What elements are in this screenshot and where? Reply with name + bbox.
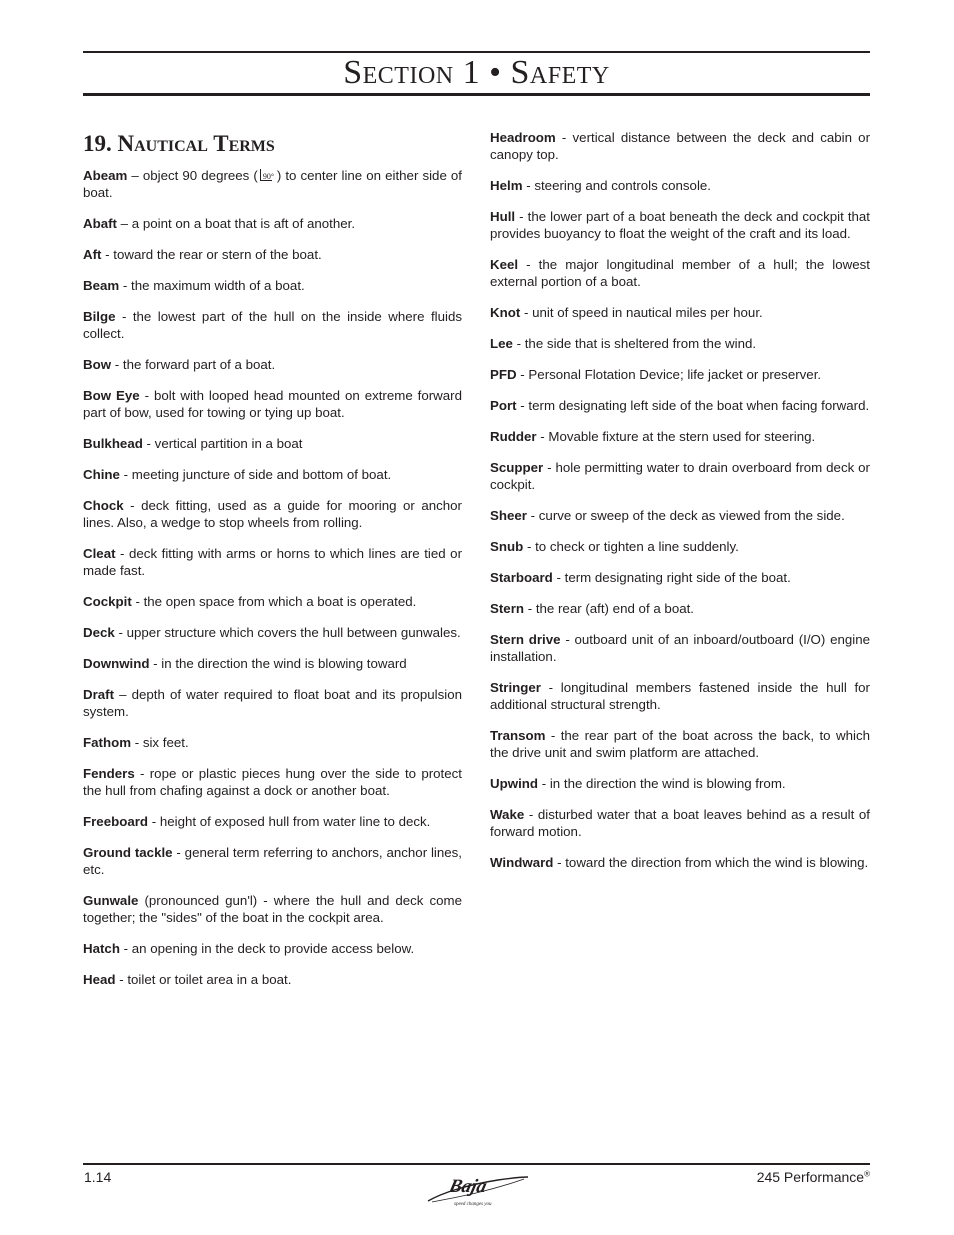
term-entry xyxy=(83,497,462,531)
term-name: Abeam xyxy=(83,168,128,183)
footer-rule xyxy=(83,1163,870,1165)
term-name: Helm xyxy=(490,178,523,193)
term-name: Bulkhead xyxy=(83,436,143,451)
term-definition: - deck fitting, used as a guide for mooring or anchor lines. Also, a wedge to stop wheels from rolling. xyxy=(83,498,462,530)
model-text: 245 Performance xyxy=(756,1169,865,1185)
term-name: Knot xyxy=(490,305,521,320)
term-name: Headroom xyxy=(490,130,556,145)
term-definition: - in the direction the wind is blowing toward xyxy=(149,656,407,671)
header-top-rule xyxy=(83,51,870,53)
term-definition: ) to center line on either side of boat. xyxy=(83,168,462,200)
term-definition: - six feet. xyxy=(131,735,189,750)
term-definition: - deck fitting with arms or horns to which lines are tied or made fast. xyxy=(83,546,462,578)
term-definition: - the open space from which a boat is operated. xyxy=(131,594,417,609)
term-name: Port xyxy=(490,398,517,413)
term-entry xyxy=(490,806,870,840)
term-entry xyxy=(83,844,462,878)
term-name: Starboard xyxy=(490,570,553,585)
term-definition: - the lowest part of the hull on the inside where fluids collect. xyxy=(83,309,462,341)
term-entry xyxy=(490,304,870,321)
term-entry xyxy=(490,208,870,242)
term-entry xyxy=(83,387,462,421)
term-entry xyxy=(83,356,462,373)
term-name: Beam xyxy=(83,278,120,293)
term-name: Chock xyxy=(83,498,124,513)
term-name: PFD xyxy=(490,367,517,382)
term-entry xyxy=(490,775,870,792)
term-entry xyxy=(83,593,462,610)
term-entry xyxy=(490,177,870,194)
term-entry xyxy=(83,167,462,201)
term-entry xyxy=(490,600,870,617)
term-definition: - disturbed water that a boat leaves behind as a result of forward motion. xyxy=(490,807,870,839)
term-name: Head xyxy=(83,972,116,987)
term-definition: - rope or plastic pieces hung over the side to protect the hull from chafing against a dock or another boat. xyxy=(83,766,462,798)
term-definition: - the lower part of a boat beneath the deck and cockpit that provides buoyancy to float the weight of the craft and its load. xyxy=(490,209,870,241)
term-entry xyxy=(490,459,870,493)
term-entry xyxy=(490,569,870,586)
term-definition: - the maximum width of a boat. xyxy=(119,278,305,293)
trademark-symbol: ® xyxy=(864,1169,870,1179)
term-definition-part: – object 90 degrees ( xyxy=(127,168,258,183)
term-entry xyxy=(83,545,462,579)
term-definition: - unit of speed in nautical miles per hour. xyxy=(520,305,763,320)
term-definition: - to check or tighten a line suddenly. xyxy=(523,539,739,554)
term-name: Hull xyxy=(490,209,516,224)
term-entry xyxy=(490,727,870,761)
term-name: Abaft xyxy=(83,216,117,231)
term-name: Bilge xyxy=(83,309,116,324)
term-entry xyxy=(490,538,870,555)
term-definition: – a point on a boat that is aft of another. xyxy=(116,216,356,231)
term-definition: (pronounced gun'l) - where the hull and deck come together; the "sides" of the boat in the cockpit area. xyxy=(83,893,462,925)
logo-tagline: speed changes you xyxy=(454,1202,492,1207)
term-definition: - upper structure which covers the hull between gunwales. xyxy=(114,625,461,640)
term-definition: - general term referring to anchors, anchor lines, etc. xyxy=(83,845,463,877)
baja-logo xyxy=(424,1168,532,1208)
term-definition: - an opening in the deck to provide access below. xyxy=(119,941,415,956)
term-definition: - term designating left side of the boat when facing forward. xyxy=(516,398,870,413)
term-entry xyxy=(83,971,462,988)
term-entry xyxy=(83,686,462,720)
term-definition: - curve or sweep of the deck as viewed from the side. xyxy=(526,508,845,523)
term-name: Chine xyxy=(83,467,120,482)
term-definition: - term designating right side of the boat. xyxy=(552,570,791,585)
term-definition: - the rear part of the boat across the back, to which the drive unit and swim platform are attached. xyxy=(490,728,870,760)
term-entry xyxy=(83,215,462,232)
term-name: Lee xyxy=(490,336,513,351)
term-name: Downwind xyxy=(83,656,150,671)
term-definition: - vertical distance between the deck and cabin or canopy top. xyxy=(490,130,870,162)
term-entry xyxy=(83,435,462,452)
term-entry xyxy=(490,679,870,713)
term-entry xyxy=(83,813,462,830)
term-definition: - Movable fixture at the stern used for steering. xyxy=(536,429,816,444)
term-definition: - the forward part of a boat. xyxy=(111,357,276,372)
term-entry xyxy=(490,366,870,383)
term-definition: - outboard unit of an inboard/outboard (I/O) engine installation. xyxy=(490,632,870,664)
term-definition: - the major longitudinal member of a hull; the lowest external portion of a boat. xyxy=(490,257,870,289)
term-name: Hatch xyxy=(83,941,120,956)
model-name xyxy=(757,1169,870,1185)
term-entry xyxy=(83,655,462,672)
terms-list-right xyxy=(490,129,870,871)
term-definition: - toilet or toilet area in a boat. xyxy=(115,972,292,987)
term-entry xyxy=(83,940,462,957)
term-definition: - Personal Flotation Device; life jacket or preserver. xyxy=(516,367,822,382)
section-heading: 19. Nautical Terms xyxy=(83,131,275,156)
term-name: Fenders xyxy=(83,766,135,781)
term-definition: - vertical partition in a boat xyxy=(142,436,303,451)
term-definition: - height of exposed hull from water line to deck. xyxy=(148,814,431,829)
term-name: Bow Eye xyxy=(83,388,140,403)
terms-column-left xyxy=(83,129,462,1002)
term-entry xyxy=(490,335,870,352)
term-entry xyxy=(490,428,870,445)
term-name: Keel xyxy=(490,257,519,272)
term-name: Aft xyxy=(83,247,102,262)
term-name: Bow xyxy=(83,357,112,372)
term-name: Stern drive xyxy=(490,632,561,647)
term-definition: - bolt with looped head mounted on extreme forward part of bow, used for towing or tying up boat. xyxy=(83,388,463,420)
term-entry xyxy=(83,466,462,483)
term-name: Gunwale xyxy=(83,893,139,908)
term-name: Stern xyxy=(490,601,524,616)
term-definition: - the side that is sheltered from the wind. xyxy=(512,336,757,351)
term-definition: – depth of water required to float boat and its propulsion system. xyxy=(83,687,462,719)
term-name: Fathom xyxy=(83,735,132,750)
term-definition: - steering and controls console. xyxy=(522,178,711,193)
term-definition: - longitudinal members fastened inside the hull for additional structural strength. xyxy=(490,680,870,712)
term-name: Upwind xyxy=(490,776,539,791)
term-name: Stringer xyxy=(490,680,541,695)
right-angle-icon xyxy=(259,169,276,182)
term-entry xyxy=(490,507,870,524)
terms-list-left xyxy=(83,167,462,988)
term-name: Draft xyxy=(83,687,115,702)
term-name: Sheer xyxy=(490,508,527,523)
term-definition: - the rear (aft) end of a boat. xyxy=(524,601,694,616)
term-name: Rudder xyxy=(490,429,537,444)
term-entry xyxy=(490,854,870,871)
term-entry xyxy=(83,734,462,751)
terms-column-right xyxy=(490,129,870,885)
term-name: Cleat xyxy=(83,546,116,561)
header-bottom-rule xyxy=(83,93,870,96)
term-name: Wake xyxy=(490,807,525,822)
term-name: Snub xyxy=(490,539,524,554)
term-definition: - toward the rear or stern of the boat. xyxy=(101,247,322,262)
term-definition: - hole permitting water to drain overboard from deck or cockpit. xyxy=(490,460,870,492)
term-entry xyxy=(83,246,462,263)
term-entry xyxy=(83,277,462,294)
term-name: Cockpit xyxy=(83,594,132,609)
term-name: Scupper xyxy=(490,460,544,475)
right-angle-label: 90° xyxy=(262,172,275,181)
term-entry xyxy=(490,129,870,163)
term-definition: - toward the direction from which the wind is blowing. xyxy=(553,855,869,870)
term-entry xyxy=(490,631,870,665)
term-entry xyxy=(83,765,462,799)
term-name: Freeboard xyxy=(83,814,149,829)
section-title: Section 1 • Safety xyxy=(343,54,610,91)
term-definition: - in the direction the wind is blowing from. xyxy=(538,776,786,791)
logo-text: Baja xyxy=(446,1176,489,1197)
term-name: Transom xyxy=(490,728,546,743)
page-number: 1.14 xyxy=(84,1169,112,1185)
term-entry xyxy=(83,624,462,641)
term-definition: - meeting juncture of side and bottom of boat. xyxy=(119,467,392,482)
term-entry xyxy=(490,256,870,290)
term-entry xyxy=(83,892,462,926)
term-name: Deck xyxy=(83,625,115,640)
term-name: Windward xyxy=(490,855,554,870)
term-entry xyxy=(83,308,462,342)
term-entry xyxy=(490,397,870,414)
term-name: Ground tackle xyxy=(83,845,173,860)
